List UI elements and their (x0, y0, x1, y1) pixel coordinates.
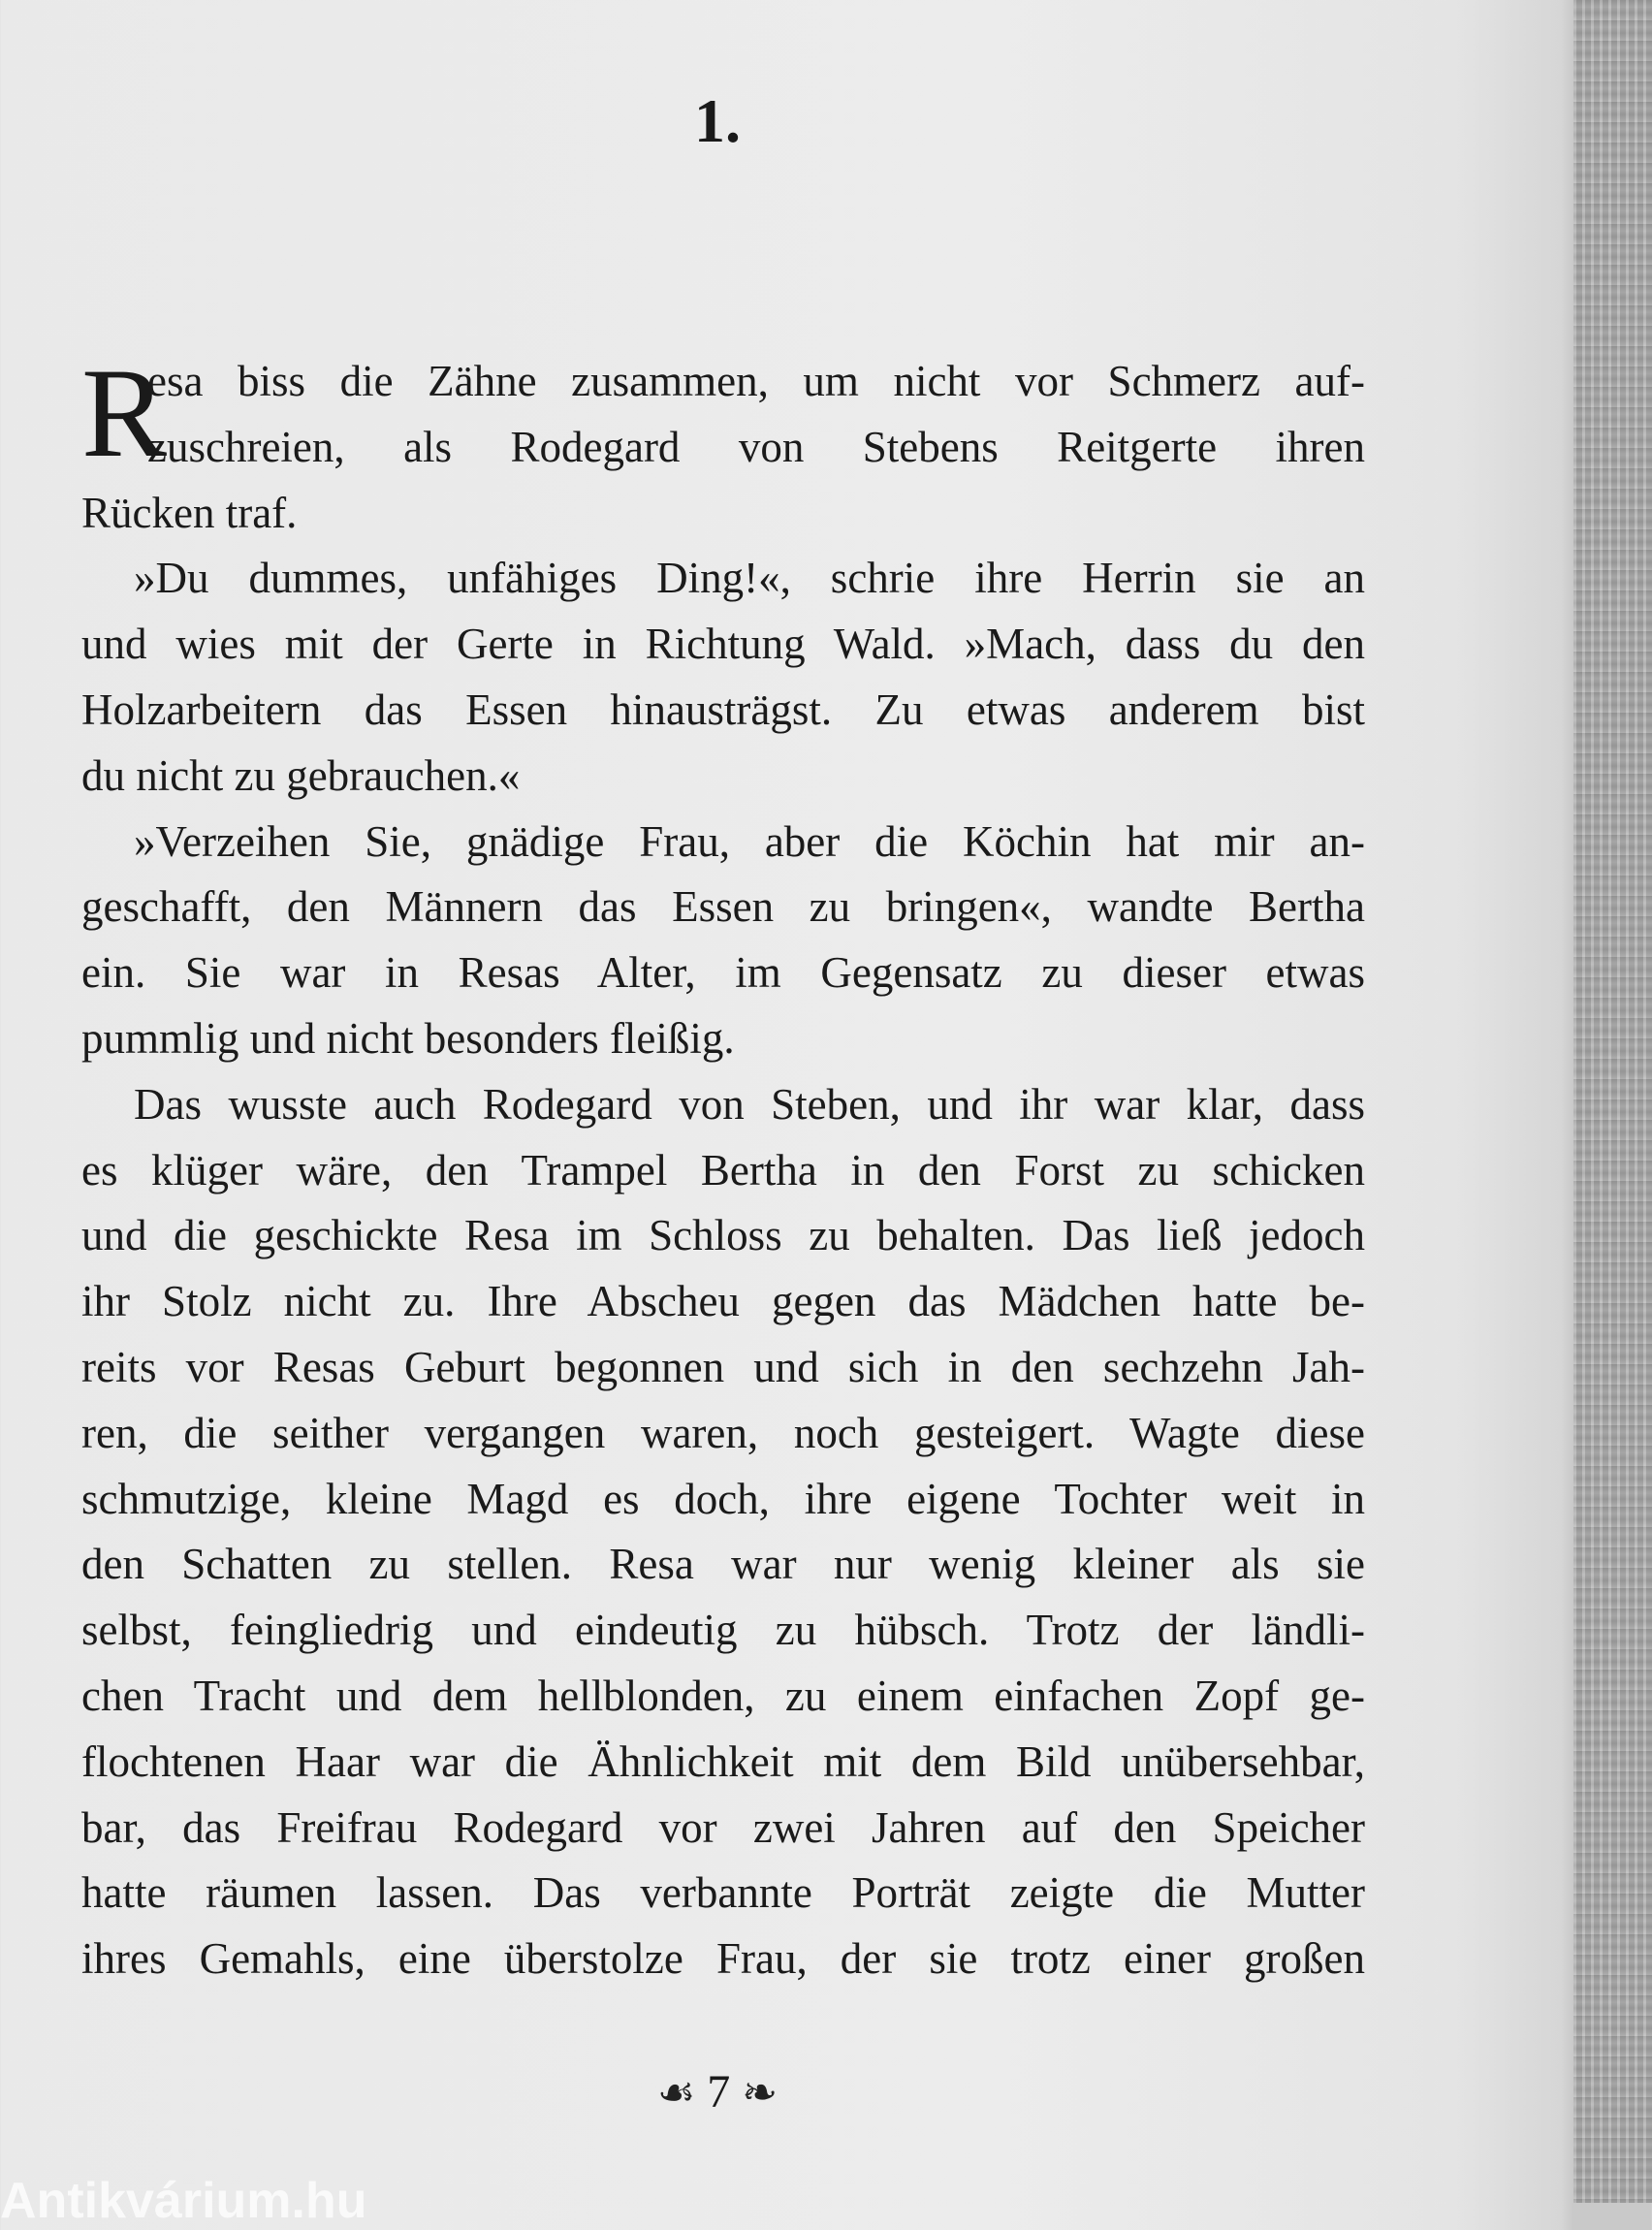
watermark: Antikvárium.hu (0, 2173, 367, 2229)
chapter-heading: 1. (694, 86, 741, 155)
text-line: Das wusste auch Rodegard von Steben, und ihr war klar, dass (134, 1079, 1365, 1129)
text-line: ihr Stolz nicht zu. Ihre Abscheu gegen das Mädchen hatte be- (81, 1277, 1365, 1326)
background-surface (1573, 0, 1652, 2203)
text-line: ein. Sie war in Resas Alter, im Gegensatz zu dieser etwas (81, 948, 1365, 998)
text-line: pummlig und nicht besonders fleißig. (81, 1013, 735, 1063)
text-line: schmutzige, kleine Magd es doch, ihre eigene Tochter weit in (81, 1474, 1365, 1523)
right-ornament-icon: ❧ (742, 2069, 778, 2117)
text-line: und die geschickte Resa im Schloss zu behalten. Das ließ jedoch (81, 1211, 1365, 1260)
body-text (81, 341, 1365, 1992)
text-line: zuschreien, als Rodegard von Stebens Reitgerte ihren (147, 422, 1365, 471)
left-ornament-icon: ☙ (656, 2069, 696, 2117)
drop-cap: R (81, 341, 168, 484)
text-line: chen Tracht und dem hellblonden, zu einem einfachen Zopf ge- (81, 1671, 1365, 1720)
text-line: reits vor Resas Geburt begonnen und sich in den sechzehn Jah- (81, 1342, 1365, 1391)
text-line: du nicht zu gebrauchen.« (81, 750, 521, 800)
text-line: selbst, feingliedrig und eindeutig zu hübsch. Trotz der ländli- (81, 1606, 1365, 1655)
text-line: ihres Gemahls, eine überstolze Frau, der sie trotz einer großen (81, 1934, 1365, 1984)
text-line: den Schatten zu stellen. Resa war nur wenig kleiner als sie (81, 1540, 1365, 1589)
text-line: »Verzeihen Sie, gnädige Frau, aber die Köchin hat mir an- (134, 816, 1365, 866)
text-line: »Du dummes, unfähiges Ding!«, schrie ihre Herrin sie an (134, 554, 1365, 603)
text-line: Holzarbeitern das Essen hinausträgst. Zu etwas anderem bist (81, 685, 1365, 734)
page-number: 7 (707, 2066, 731, 2118)
page-footer (0, 2065, 1435, 2118)
text-line: bar, das Freifrau Rodegard vor zwei Jahren auf den Speicher (81, 1802, 1365, 1852)
text-line: flochtenen Haar war die Ähnlichkeit mit dem Bild unübersehbar, (81, 1736, 1365, 1786)
text-line: es klüger wäre, den Trampel Bertha in den Forst zu schicken (81, 1145, 1365, 1195)
text-line: geschafft, den Männern das Essen zu bringen«, wandte Bertha (81, 882, 1365, 932)
text-line: und wies mit der Gerte in Richtung Wald. »Mach, dass du den (81, 620, 1365, 669)
text-line: esa biss die Zähne zusammen, um nicht vor Schmerz auf- (147, 357, 1365, 405)
text-line: hatte räumen lassen. Das verbannte Porträt zeigte die Mutter (81, 1868, 1365, 1918)
text-line: Rücken traf. (81, 488, 298, 537)
text-line: ren, die seither vergangen waren, noch gesteigert. Wagte diese (81, 1408, 1365, 1457)
